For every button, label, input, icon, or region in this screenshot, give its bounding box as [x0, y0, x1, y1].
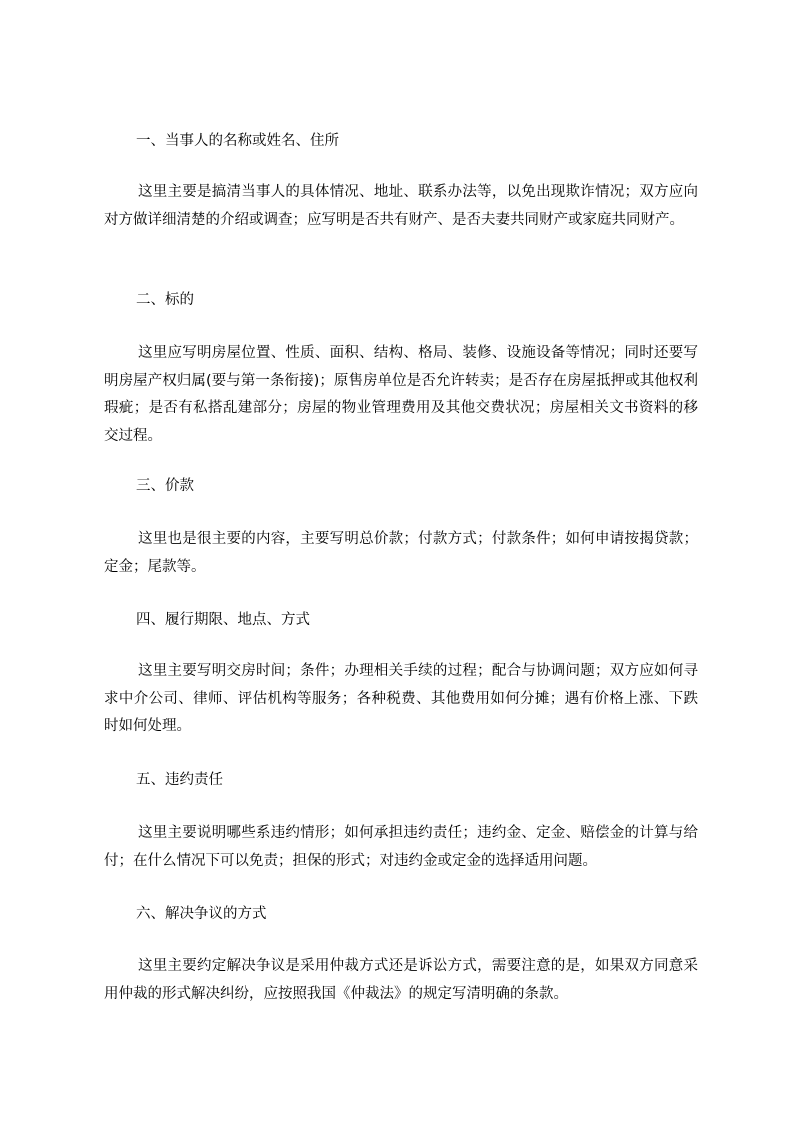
section-6-body: 这里主要约定解决争议是采用仲裁方式还是诉讼方式，需要注意的是，如果双方同意采用仲裁的形式解决纠纷，应按照我国《仲裁法》的规定写清明确的条款。 [104, 958, 698, 1002]
section-5-title: 五、违约责任 [136, 772, 223, 788]
section-5-body: 这里主要说明哪些系违约情形；如何承担违约责任；违约金、定金、赔偿金的计算与给付；在什么情况下可以免责；担保的形式；对违约金或定金的选择适用问题。 [104, 825, 698, 869]
section-2-title: 二、标的 [136, 292, 194, 308]
section-1-title: 一、当事人的名称或姓名、住所 [136, 133, 339, 149]
section-3-body: 这里也是很主要的内容，主要写明总价款；付款方式；付款条件；如何申请按揭贷款；定金；尾款等。 [104, 531, 698, 575]
section-4-body: 这里主要写明交房时间；条件；办理相关手续的过程；配合与协调问题；双方应如何寻求中介公司、律师、评估机构等服务；各种税费、其他费用如何分摊；遇有价格上涨、下跌时如何处理。 [104, 663, 698, 734]
section-3-title: 三、价款 [136, 478, 194, 494]
section-6-title: 六、解决争议的方式 [136, 906, 267, 922]
section-2-body: 这里应写明房屋位置、性质、面积、结构、格局、装修、设施设备等情况；同时还要写明房屋产权归属(要与第一条衔接)；原售房单位是否允许转卖；是否存在房屋抵押或其他权利瑕疵；是否有私搭乱建部分；房屋的物业管理费用及其他交费状况；房屋相关文书资料的移交过程。 [104, 345, 698, 444]
section-1-body: 这里主要是搞清当事人的具体情况、地址、联系办法等，以免出现欺诈情况；双方应向对方做详细清楚的介绍或调查；应写明是否共有财产、是否夫妻共同财产或家庭共同财产。 [104, 184, 698, 228]
section-4-title: 四、履行期限、地点、方式 [136, 612, 310, 628]
